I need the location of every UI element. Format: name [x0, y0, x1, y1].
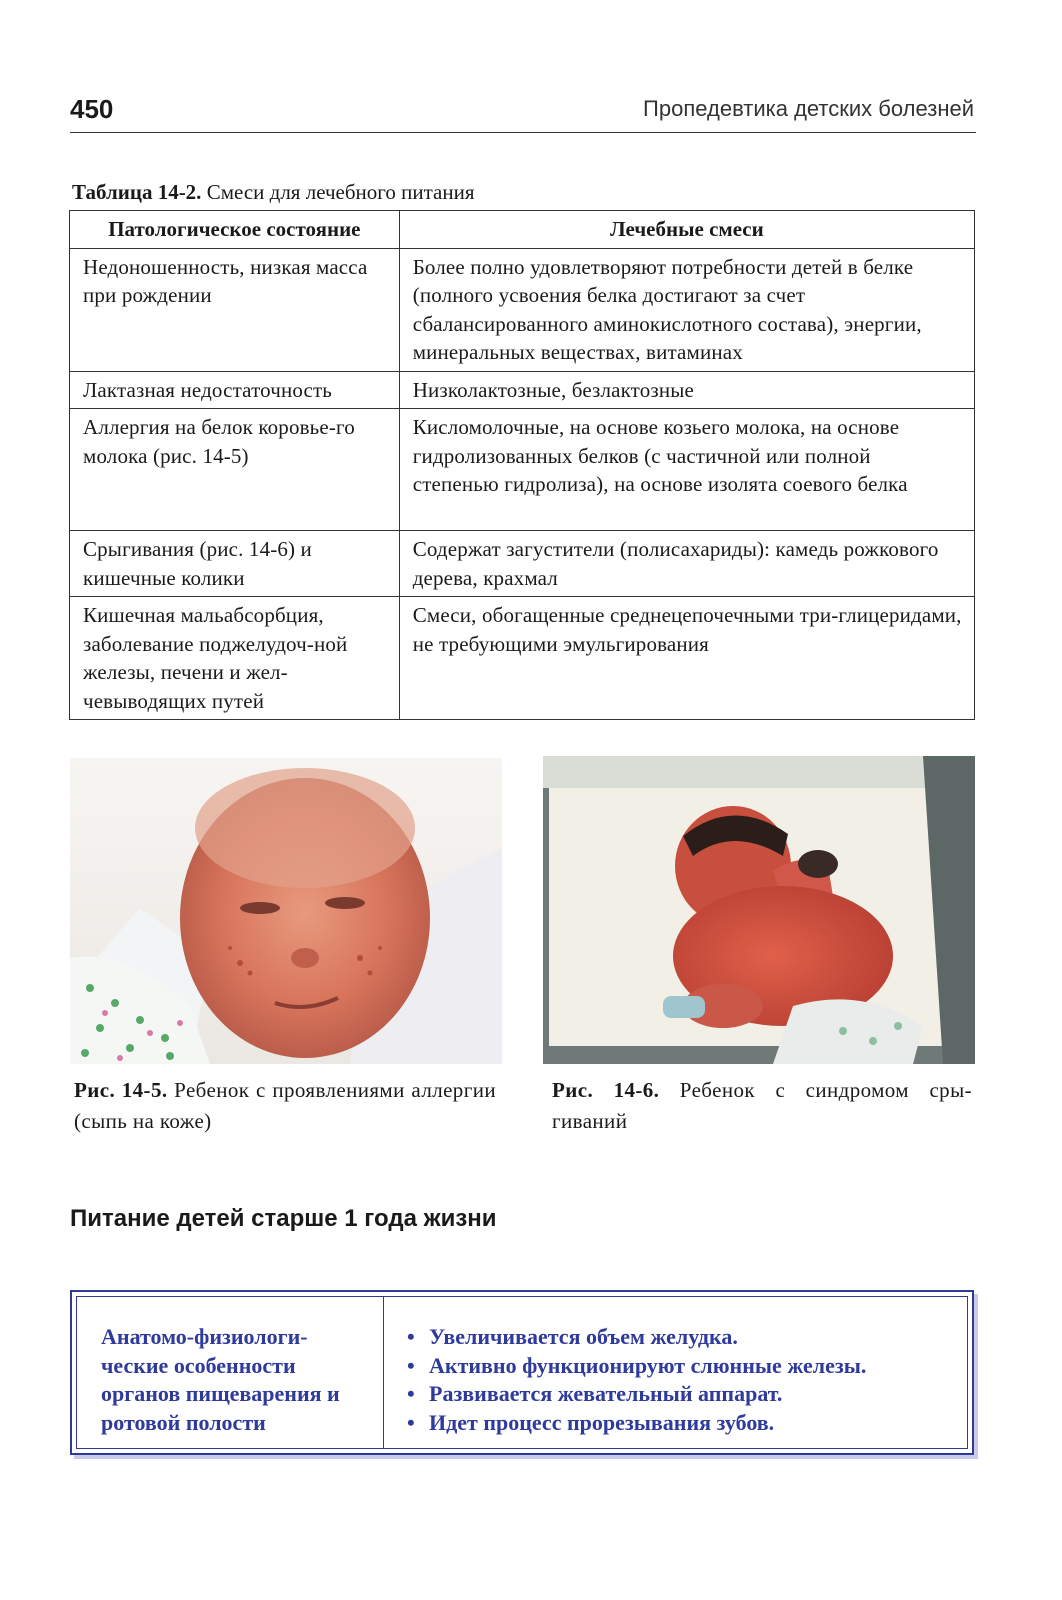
- list-item: [407, 1409, 866, 1438]
- therapeutic-formulas-table: [69, 210, 975, 720]
- list-item-text: Увеличивается объем желудка.: [429, 1324, 738, 1349]
- cell-condition: Лактазная недостаточность: [70, 371, 400, 409]
- list-item-text: Активно функционируют слюнные железы.: [429, 1352, 867, 1378]
- cell-condition: Срыгивания (рис. 14-6) и кишечные колики: [70, 531, 400, 597]
- table-row: [70, 371, 975, 409]
- bullet-icon: •: [407, 1352, 415, 1378]
- table-row: [70, 597, 975, 720]
- table-row: [70, 531, 975, 597]
- list-item: [407, 1323, 866, 1352]
- section-heading: Питание детей старше 1 года жизни: [70, 1205, 497, 1232]
- page-number: 450: [70, 94, 114, 124]
- table-caption-text: Смеси для лечебного питания: [201, 180, 475, 204]
- table-caption: [72, 180, 475, 205]
- book-title: Пропедевтика детских болезней: [643, 96, 974, 121]
- cell-condition: Аллергия на белок коровье-го молока (рис. 14-5): [70, 409, 400, 531]
- figure-text: Ребенок с проявлениями аллергии (сыпь на коже): [74, 1078, 496, 1133]
- info-box: [70, 1290, 974, 1455]
- cell-formula: Низколактозные, безлактозные: [399, 371, 974, 409]
- info-box-inner: [76, 1296, 968, 1449]
- figure-text: Ребенок с синдромом сры-гиваний: [552, 1078, 972, 1133]
- cell-formula: Содержат загустители (полисахариды): камедь рожкового дерева, крахмал: [399, 531, 974, 597]
- list-item-text: Развивается жевательный аппарат.: [429, 1381, 783, 1406]
- list-item: [407, 1352, 866, 1381]
- figure-label: Рис. 14-5.: [74, 1078, 168, 1102]
- bullet-icon: •: [407, 1324, 415, 1349]
- table-row: [70, 409, 975, 531]
- info-box-list: [407, 1323, 866, 1437]
- figure-label: Рис. 14-6.: [552, 1078, 660, 1102]
- info-box-left-column: [77, 1297, 384, 1448]
- cell-formula: Кисломолочные, на основе козьего молока, на основе гидролизованных белков (с частичной или полной степенью гидролиза), на основе изолята соевого белка: [399, 409, 974, 531]
- table-caption-label: Таблица 14-2.: [72, 180, 202, 204]
- cell-condition: Кишечная мальабсорбция, заболевание поджелудоч-ной железы, печени и жел-чевыводящих путей: [70, 597, 400, 720]
- cell-formula: Смеси, обогащенные среднецепочечными три-глицеридами, не требующими эмульгирования: [399, 597, 974, 720]
- photo-baby-allergy: [70, 758, 502, 1064]
- cell-formula: Более полно удовлетворяют потребности детей в белке (полного усвоения белка достигают за счет сбалансированного аминокислотного состава), энергии, минеральных веществах, витаминах: [399, 248, 974, 371]
- column-header-condition: Патологическое состояние: [70, 211, 400, 249]
- photo-baby-regurgitation: [543, 756, 975, 1064]
- bullet-icon: •: [407, 1409, 415, 1435]
- table-header-row: [70, 211, 975, 249]
- figure-caption-14-6: [552, 1075, 972, 1137]
- info-box-title: Анатомо-физиологи-ческие особенности органов пищеварения и ротовой полости: [101, 1324, 340, 1435]
- table-row: [70, 248, 975, 371]
- list-item-text: Идет процесс прорезывания зубов.: [429, 1409, 775, 1435]
- column-header-formula: Лечебные смеси: [399, 211, 974, 249]
- running-header: [70, 92, 976, 133]
- figure-caption-14-5: [74, 1075, 496, 1137]
- cell-condition: Недоношенность, низкая масса при рождении: [70, 248, 400, 371]
- list-item: [407, 1380, 866, 1409]
- bullet-icon: •: [407, 1381, 415, 1406]
